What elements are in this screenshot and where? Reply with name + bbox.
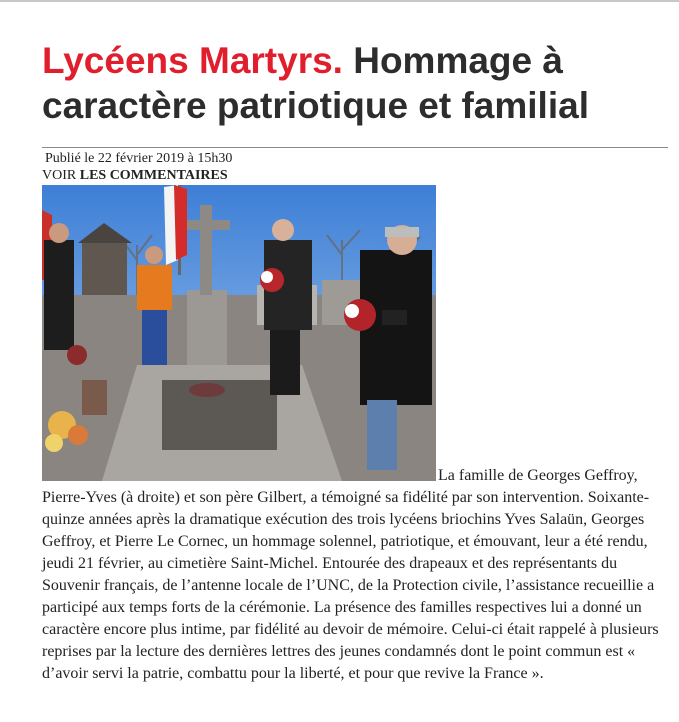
view-comments-link[interactable]: [42, 168, 228, 184]
headline-divider: [42, 147, 668, 148]
headline-kicker: Lycéens Martyrs.: [42, 40, 343, 81]
comments-label: LES COMMENTAIRES: [79, 168, 228, 183]
publish-date: Publié le 22 février 2019 à 15h30: [45, 151, 233, 166]
headline-title: Hommage à caractère patriotique et familial: [42, 40, 589, 126]
article-photo: [42, 185, 436, 481]
top-border: [0, 0, 679, 2]
article-headline: [42, 38, 672, 128]
article-body: La famille de Georges Geffroy, Pierre-Yves (à droite) et son père Gilbert, a témoigné sa fidélité par son intervention. Soixante-quinze années après la dramatique exécution des trois lycéens briochins Yves Salaün, Georges Geffroy, et Pierre Le Cornec, un hommage solennel, patriotique, et émouvant, leur a été rendu, jeudi 21 février, au cimetière Saint-Michel. Entourée des drapeaux et des représentants du Souvenir français, de l’antenne locale de l’UNC, de la Protection civile, l’assistance recueillie a participé aux temps forts de la cérémonie. La présence des familles respectives lui a donné un caractère encore plus intime, par fidélité au devoir de mémoire. Celui-ci était rappelé à plusieurs reprises par la lecture des dernières lettres des jeunes condamnés dont le point commun est « d’avoir servi la patrie, combattu pour la liberté, et pour que revive la France ».: [42, 467, 659, 682]
comments-prefix: VOIR: [42, 168, 77, 183]
